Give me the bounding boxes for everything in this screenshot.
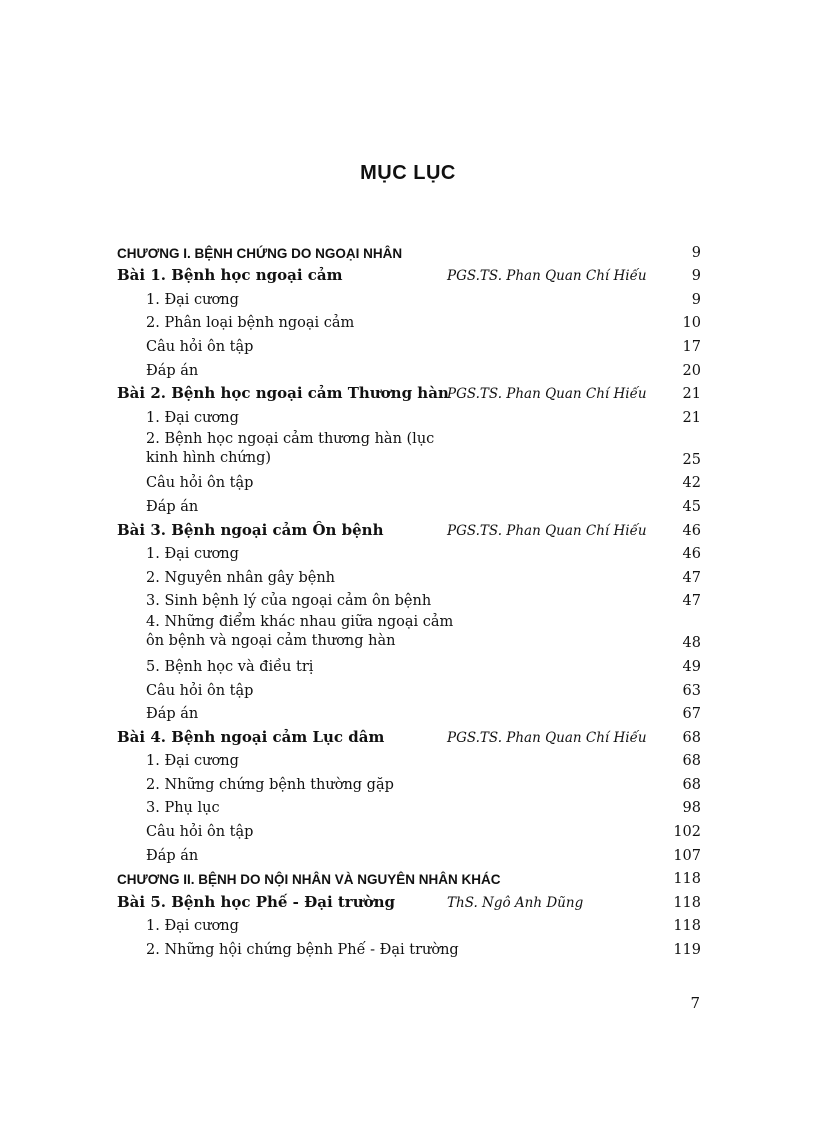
toc-entry-author: PGS.TS. Phan Quan Chí Hiếu <box>447 729 647 746</box>
toc-entry-page: 118 <box>673 871 701 888</box>
toc-entry-page: 21 <box>682 409 701 426</box>
toc-entry-text: 1. Đại cương <box>146 918 239 935</box>
toc-entry-page: 63 <box>682 682 701 699</box>
toc-entry-page: 10 <box>682 315 701 332</box>
toc-entry <box>117 819 701 843</box>
toc-entry-text: Câu hỏi ôn tập <box>146 824 254 841</box>
toc-entry-page: 46 <box>682 522 701 539</box>
toc-entry-author: PGS.TS. Phan Quan Chí Hiếu <box>447 386 647 403</box>
toc-entry-text: Đáp án <box>146 362 199 379</box>
toc-entry-text: Câu hỏi ôn tập <box>146 475 254 492</box>
toc-entry-page: 118 <box>673 894 701 911</box>
toc-entry-text: 3. Phụ lục <box>146 800 220 817</box>
toc-entry-page: 48 <box>682 635 701 652</box>
toc-entry-page: 21 <box>682 386 701 403</box>
toc-entry <box>117 772 701 796</box>
toc-entry-page: 47 <box>682 569 701 586</box>
toc-entry-text: Câu hỏi ôn tập <box>146 682 254 699</box>
page-title: MỤC LỤC <box>360 162 456 184</box>
toc-entry <box>117 565 701 589</box>
toc-entry-text: Bài 1. Bệnh học ngoại cảm <box>117 266 343 285</box>
toc-entry <box>117 678 701 702</box>
toc-entry-text: 4. Những điểm khác nhau giữa ngoại cảm ôn bệnh và ngoại cảm thương hàn <box>146 614 454 650</box>
toc-entry <box>117 429 701 471</box>
toc-entry-page: 20 <box>682 362 701 379</box>
toc-entry-page: 42 <box>682 475 701 492</box>
toc-entry <box>117 749 701 773</box>
toc-entry <box>117 264 701 288</box>
toc-entry-page: 68 <box>682 753 701 770</box>
page-number: 7 <box>690 994 700 1012</box>
toc-entry <box>117 494 701 518</box>
toc-entry-text: Bài 5. Bệnh học Phế - Đại trường <box>117 892 396 911</box>
toc-entry-page: 68 <box>682 776 701 793</box>
toc-entry-text: Bài 4. Bệnh ngoại cảm Lục dâm <box>117 727 385 746</box>
toc-entry-page: 102 <box>673 824 701 841</box>
toc-entry-text: 1. Đại cương <box>146 409 239 426</box>
toc-entry-text: 1. Đại cương <box>146 291 239 308</box>
toc-entry-page: 49 <box>682 658 701 675</box>
toc-entry <box>117 358 701 382</box>
toc-entry-text: 2. Nguyên nhân gây bệnh <box>146 569 336 586</box>
toc-entry <box>117 612 701 654</box>
toc-entry <box>117 654 701 678</box>
toc-entry-text: Đáp án <box>146 706 199 723</box>
toc-entry-text: 1. Đại cương <box>146 753 239 770</box>
toc-entry-page: 46 <box>682 546 701 563</box>
toc-entry-text: Đáp án <box>146 498 199 515</box>
toc-entry-page: 9 <box>691 291 701 308</box>
toc-entry <box>117 240 701 264</box>
toc-entry-page: 68 <box>682 729 701 746</box>
toc-entry-page: 9 <box>691 244 701 261</box>
toc-entry <box>117 890 701 914</box>
toc-entry-author: PGS.TS. Phan Quan Chí Hiếu <box>447 268 647 285</box>
toc-entry <box>117 518 701 542</box>
toc-entry-text: Câu hỏi ôn tập <box>146 338 254 355</box>
toc-entry-author: ThS. Ngô Anh Dũng <box>447 894 584 911</box>
toc-entry <box>117 914 701 938</box>
toc-entry-text: 5. Bệnh học và điều trị <box>146 658 314 675</box>
toc-entry <box>117 725 701 749</box>
toc-entry-text: 3. Sinh bệnh lý của ngoại cảm ôn bệnh <box>146 593 432 610</box>
toc-entry <box>117 542 701 566</box>
toc-entry-author: PGS.TS. Phan Quan Chí Hiếu <box>447 522 647 539</box>
toc-entry <box>117 796 701 820</box>
toc-entry <box>117 471 701 495</box>
toc-entry <box>117 405 701 429</box>
table-of-contents <box>117 240 701 961</box>
toc-entry <box>117 287 701 311</box>
toc-entry-page: 98 <box>682 800 701 817</box>
toc-entry <box>117 843 701 867</box>
toc-entry-page: 9 <box>691 268 701 285</box>
toc-entry <box>117 702 701 726</box>
toc-entry-text: CHƯƠNG II. BỆNH DO NỘI NHÂN VÀ NGUYÊN NHÂN KHÁC <box>117 872 501 888</box>
toc-entry <box>117 311 701 335</box>
toc-entry <box>117 334 701 358</box>
toc-entry-text: 2. Những hội chứng bệnh Phế - Đại trường <box>146 942 459 959</box>
toc-entry-page: 25 <box>682 451 701 468</box>
toc-entry-text: Đáp án <box>146 847 199 864</box>
toc-entry-text: 2. Những chứng bệnh thường gặp <box>146 776 394 793</box>
toc-entry-text: 2. Bệnh học ngoại cảm thương hàn (lục kinh hình chứng) <box>146 430 435 466</box>
toc-entry-text: 2. Phân loại bệnh ngoại cảm <box>146 315 355 332</box>
toc-entry <box>117 937 701 961</box>
toc-entry-page: 119 <box>673 942 701 959</box>
toc-entry-page: 107 <box>673 847 701 864</box>
toc-entry <box>117 589 701 613</box>
toc-entry-page: 17 <box>682 338 701 355</box>
toc-entry-text: Bài 3. Bệnh ngoại cảm Ôn bệnh <box>117 520 384 539</box>
toc-entry <box>117 382 701 406</box>
toc-entry-page: 45 <box>682 498 701 515</box>
toc-entry-text: Bài 2. Bệnh học ngoại cảm Thương hàn <box>117 384 449 403</box>
toc-entry-page: 118 <box>673 918 701 935</box>
toc-entry-page: 47 <box>682 593 701 610</box>
toc-entry-text: 1. Đại cương <box>146 546 239 563</box>
toc-entry-page: 67 <box>682 706 701 723</box>
toc-entry <box>117 867 701 891</box>
toc-entry-text: CHƯƠNG I. BỆNH CHỨNG DO NGOẠI NHÂN <box>117 245 403 261</box>
